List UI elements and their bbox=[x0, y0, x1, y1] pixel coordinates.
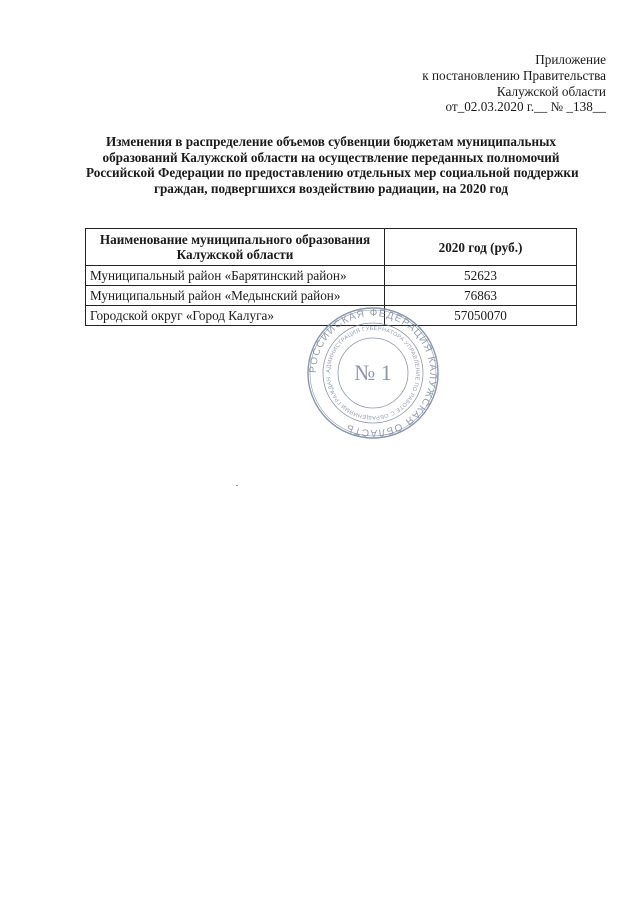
column-header-amount: 2020 год (руб.) bbox=[385, 229, 577, 266]
title-line: образований Калужской области на осуществление переданных полномочий bbox=[102, 149, 560, 165]
table-row bbox=[86, 286, 577, 306]
column-header-municipality bbox=[86, 229, 385, 266]
svg-text:РОССИЙСКАЯ ФЕДЕРАЦИЯ КАЛУЖСКАЯ: РОССИЙСКАЯ ФЕДЕРАЦИЯ КАЛУЖСКАЯ ОБЛАСТЬ bbox=[307, 307, 439, 439]
appendix-region: Калужской области bbox=[496, 83, 606, 99]
municipality-cell: Городской округ «Город Калуга» bbox=[86, 306, 385, 326]
title-line: Российской Федерации по предоставлению отдельных мер социальной поддержки bbox=[86, 165, 579, 181]
document-title bbox=[86, 134, 579, 197]
amount-cell: 57050070 bbox=[385, 306, 577, 326]
column-header-line: Наименование муниципального образования bbox=[99, 232, 371, 247]
appendix-date-number: от_02.03.2020 г.__ № _138__ bbox=[445, 99, 606, 115]
svg-text:№ 1: № 1 bbox=[354, 360, 392, 385]
table-header-row bbox=[86, 229, 577, 266]
column-header-line: Калужской области bbox=[176, 247, 294, 262]
appendix-label: Приложение bbox=[535, 52, 606, 67]
title-line: граждан, подвергшихся воздействию радиации, на 2020 год bbox=[153, 181, 509, 197]
title-line: Изменения в распределение объемов субвенции бюджетам муниципальных bbox=[106, 134, 556, 149]
municipality-cell: Муниципальный район «Барятинский район» bbox=[86, 266, 385, 286]
amount-cell: 76863 bbox=[385, 286, 577, 306]
municipality-cell: Муниципальный район «Медынский район» bbox=[86, 286, 385, 306]
table-row bbox=[86, 266, 577, 286]
scan-speck bbox=[236, 485, 238, 486]
svg-text:АДМИНИСТРАЦИЯ ГУБЕРНАТОРА УПРА: АДМИНИСТРАЦИЯ ГУБЕРНАТОРА УПРАВЛЕНИЕ ПО РАБОТЕ С ОБРАЩЕНИЯМИ ГРАЖДАН bbox=[325, 325, 421, 421]
amount-cell: 52623 bbox=[385, 266, 577, 286]
appendix-resolution: к постановлению Правительства bbox=[422, 67, 606, 83]
appendix-header bbox=[422, 52, 606, 115]
official-seal-stamp bbox=[306, 306, 440, 440]
